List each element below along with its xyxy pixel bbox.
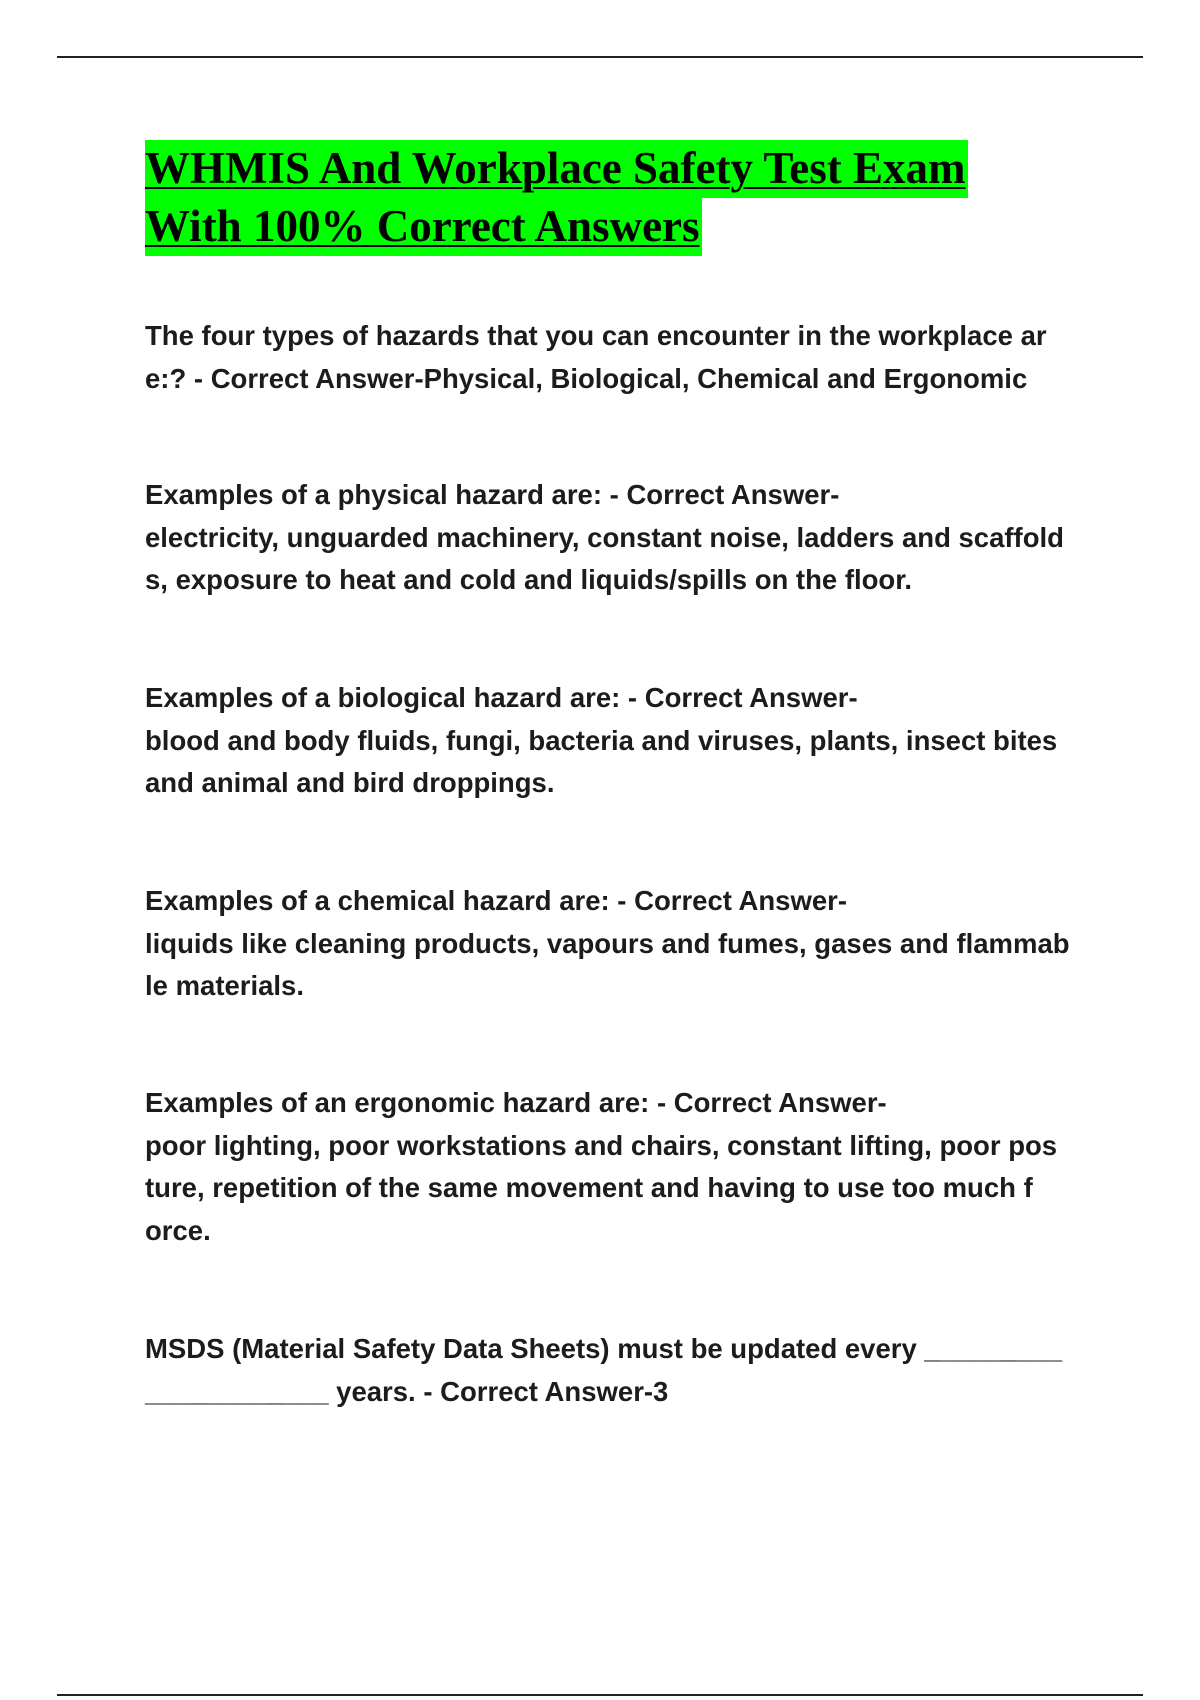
header-rule	[57, 56, 1143, 58]
qa-line: Examples of a biological hazard are: - Correct Answer-	[145, 682, 858, 713]
document-title	[145, 140, 1065, 256]
qa-line: orce.	[145, 1214, 211, 1246]
qa-item-physical-hazard	[145, 474, 1095, 602]
title-line-1: WHMIS And Workplace Safety Test Exam	[145, 140, 968, 198]
qa-item-biological-hazard	[145, 677, 1095, 805]
qa-item-ergonomic-hazard	[145, 1082, 1095, 1252]
qa-line: blood and body fluids, fungi, bacteria and viruses, plants, insect bites	[145, 724, 1058, 756]
qa-line: and animal and bird droppings.	[145, 767, 555, 798]
qa-line: Examples of a chemical hazard are: - Correct Answer-	[145, 885, 848, 916]
qa-line: le materials.	[145, 970, 304, 1001]
qa-line: ____________ years. - Correct Answer-3	[145, 1375, 669, 1407]
qa-line: Examples of an ergonomic hazard are: - Correct Answer-	[145, 1087, 887, 1118]
qa-item-msds-update	[145, 1328, 1095, 1413]
qa-line: Examples of a physical hazard are: - Correct Answer-	[145, 479, 840, 510]
qa-line: s, exposure to heat and cold and liquids/spills on the floor.	[145, 564, 913, 595]
qa-line: MSDS (Material Safety Data Sheets) must be updated every _________	[145, 1333, 1063, 1364]
qa-line: ture, repetition of the same movement and having to use too much f	[145, 1172, 1033, 1203]
qa-line: e:? - Correct Answer-Physical, Biological, Chemical and Ergonomic	[145, 362, 1028, 394]
qa-line: poor lighting, poor workstations and chairs, constant lifting, poor pos	[145, 1129, 1058, 1161]
title-line-2: With 100% Correct Answers	[145, 198, 702, 256]
qa-item-chemical-hazard	[145, 880, 1095, 1008]
qa-line: electricity, unguarded machinery, constant noise, ladders and scaffold	[145, 521, 1064, 553]
footer-rule	[57, 1694, 1143, 1696]
qa-line: The four types of hazards that you can encounter in the workplace ar	[145, 320, 1047, 351]
qa-item-hazard-types	[145, 315, 1095, 400]
qa-line: liquids like cleaning products, vapours and fumes, gases and flammab	[145, 927, 1070, 959]
